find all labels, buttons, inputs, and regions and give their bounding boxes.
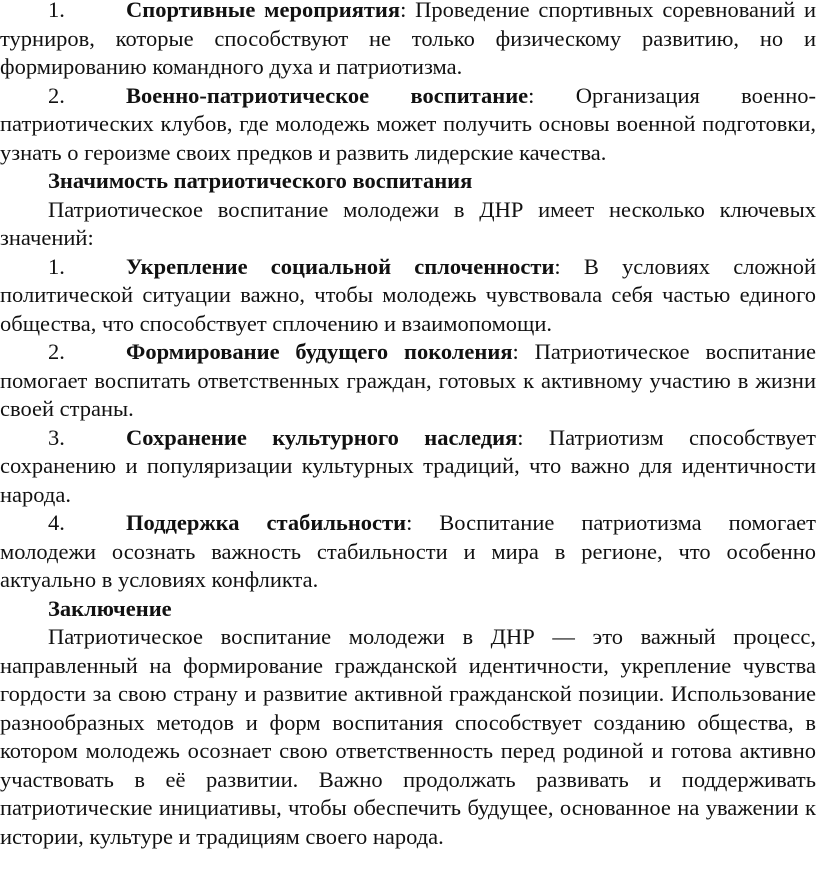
list-item-number: 2. (48, 339, 65, 364)
list-item-text: : Проведение спортивных соревнований и турниров, которые способствуют не только физическому развитию, но и формированию командного духа и патриотизма. (0, 0, 816, 79)
list-item-term: Спортивные мероприятия (126, 0, 401, 22)
list-item-text: : Патриотическое воспитание помогает воспитать ответственных граждан, готовых к активному участию в жизни своей страны. (0, 339, 816, 421)
section-heading-conclusion: Заключение (48, 595, 172, 621)
list-item-stability (0, 509, 816, 595)
list-item-term: Формирование будущего поколения (126, 339, 513, 364)
list-item-text: : Патриотизм способствует сохранению и популяризации культурных традиций, что важно для идентичности народа. (0, 424, 816, 507)
list-item-generation (0, 338, 816, 424)
significance-intro: Патриотическое воспитание молодежи в ДНР имеет несколько ключевых значений: (0, 196, 816, 250)
list-item-military (0, 82, 816, 168)
list-item-text: : Воспитание патриотизма помогает молодежи осознать важность стабильности и мира в регионе, что особенно актуально в условиях конфликта. (0, 510, 816, 592)
list-item-term: Сохранение культурного наследия (126, 424, 518, 450)
list-item-number: 4. (48, 510, 65, 535)
section-heading-significance: Значимость патриотического воспитания (48, 168, 473, 193)
list-item-heritage (0, 424, 816, 510)
list-item-number: 2. (48, 82, 65, 108)
conclusion-body: Патриотическое воспитание молодежи в ДНР — это важный процесс, направленный на формирование гражданской идентичности, укрепление чувства гордости за свою страну и развитие активной гражданской позиции. Использование разнообразных методов и форм воспитания способствует созданию общества, в котором молодежь осознает свою ответственность перед родиной и готова активно участвовать в её развитии. Важно продолжать развивать и поддерживать патриотические инициативы, чтобы обеспечить будущее, основанное на уважении к истории, культуре и традициям своего народа. (0, 624, 816, 849)
list-item-text: : Организация военно-патриотических клубов, где молодежь может получить основы военной подготовки, узнать о героизме своих предков и развить лидерские качества. (0, 82, 816, 165)
list-item-term: Укрепление социальной сплоченности (126, 253, 555, 279)
list-item-term: Военно-патриотическое воспитание (126, 82, 529, 108)
list-item-number: 1. (48, 0, 65, 22)
list-item-number: 1. (48, 253, 65, 279)
list-item-text: : В условиях сложной политической ситуации важно, чтобы молодежь чувствовала себя частью единого общества, что способствует сплочению и взаимопомощи. (0, 253, 816, 336)
list-item-number: 3. (48, 424, 65, 450)
list-item-sports (0, 0, 816, 82)
list-item-cohesion (0, 253, 816, 339)
list-item-term: Поддержка стабильности (126, 510, 407, 535)
